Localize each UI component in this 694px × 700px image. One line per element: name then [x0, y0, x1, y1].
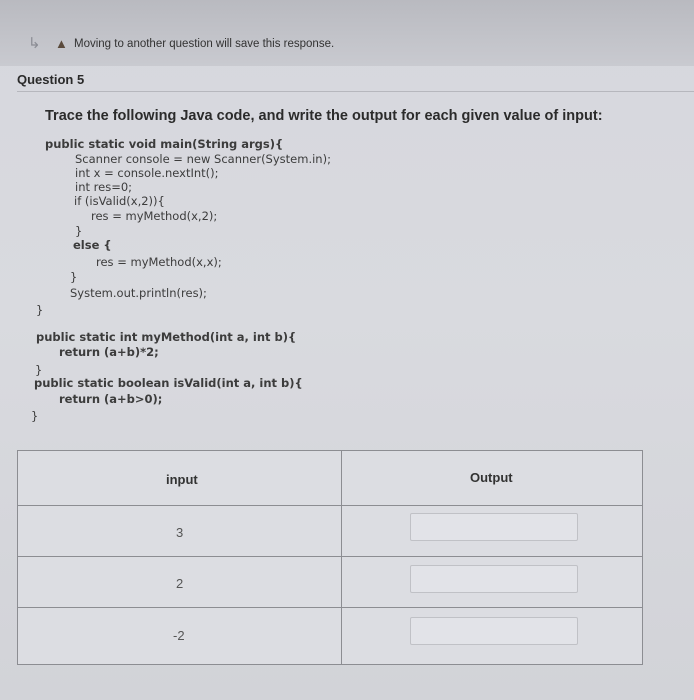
- question-title: Question 5: [17, 72, 85, 87]
- code-line-2: Scanner console = new Scanner(System.in);: [75, 152, 331, 166]
- output-field-row-1[interactable]: [410, 513, 578, 541]
- code-line-16: public static boolean isValid(int a, int b){: [34, 376, 303, 390]
- top-bar: [0, 0, 694, 66]
- code-line-1: public static void main(String args){: [45, 137, 284, 151]
- code-line-18: }: [31, 409, 39, 423]
- warning-icon: ▲: [55, 36, 68, 51]
- table-row-divider: [18, 505, 642, 506]
- code-line-5: if (isValid(x,2)){: [74, 194, 165, 208]
- question-separator: [17, 91, 694, 92]
- code-line-4: int res=0;: [75, 180, 133, 194]
- code-line-7: }: [75, 224, 83, 238]
- answer-table: [17, 450, 643, 665]
- code-line-17: return (a+b>0);: [59, 392, 163, 406]
- table-header-output: Output: [470, 470, 513, 485]
- code-line-6: res = myMethod(x,2);: [91, 209, 218, 223]
- code-line-15: }: [35, 363, 43, 377]
- question-prompt: Trace the following Java code, and write the output for each given value of input:: [45, 108, 603, 124]
- code-line-13: public static int myMethod(int a, int b){: [36, 330, 297, 344]
- input-value-row-1: 3: [176, 525, 184, 540]
- input-value-row-2: 2: [176, 576, 184, 591]
- input-value-row-3: -2: [173, 628, 185, 643]
- table-column-divider: [341, 451, 342, 664]
- code-line-11: System.out.println(res);: [70, 286, 207, 300]
- code-line-3: int x = console.nextInt();: [75, 166, 219, 180]
- output-field-row-2[interactable]: [410, 565, 578, 593]
- save-warning-text: Moving to another question will save this response.: [74, 38, 335, 50]
- code-line-12: }: [36, 303, 44, 317]
- output-field-row-3[interactable]: [410, 617, 578, 645]
- table-header-input: input: [166, 472, 198, 487]
- code-line-8: else {: [73, 238, 112, 252]
- return-arrow-icon: ↳: [28, 35, 41, 52]
- code-line-10: }: [70, 270, 78, 284]
- code-line-9: res = myMethod(x,x);: [96, 255, 222, 269]
- table-row-divider: [18, 556, 642, 557]
- table-row-divider: [18, 607, 642, 608]
- code-line-14: return (a+b)*2;: [59, 345, 159, 359]
